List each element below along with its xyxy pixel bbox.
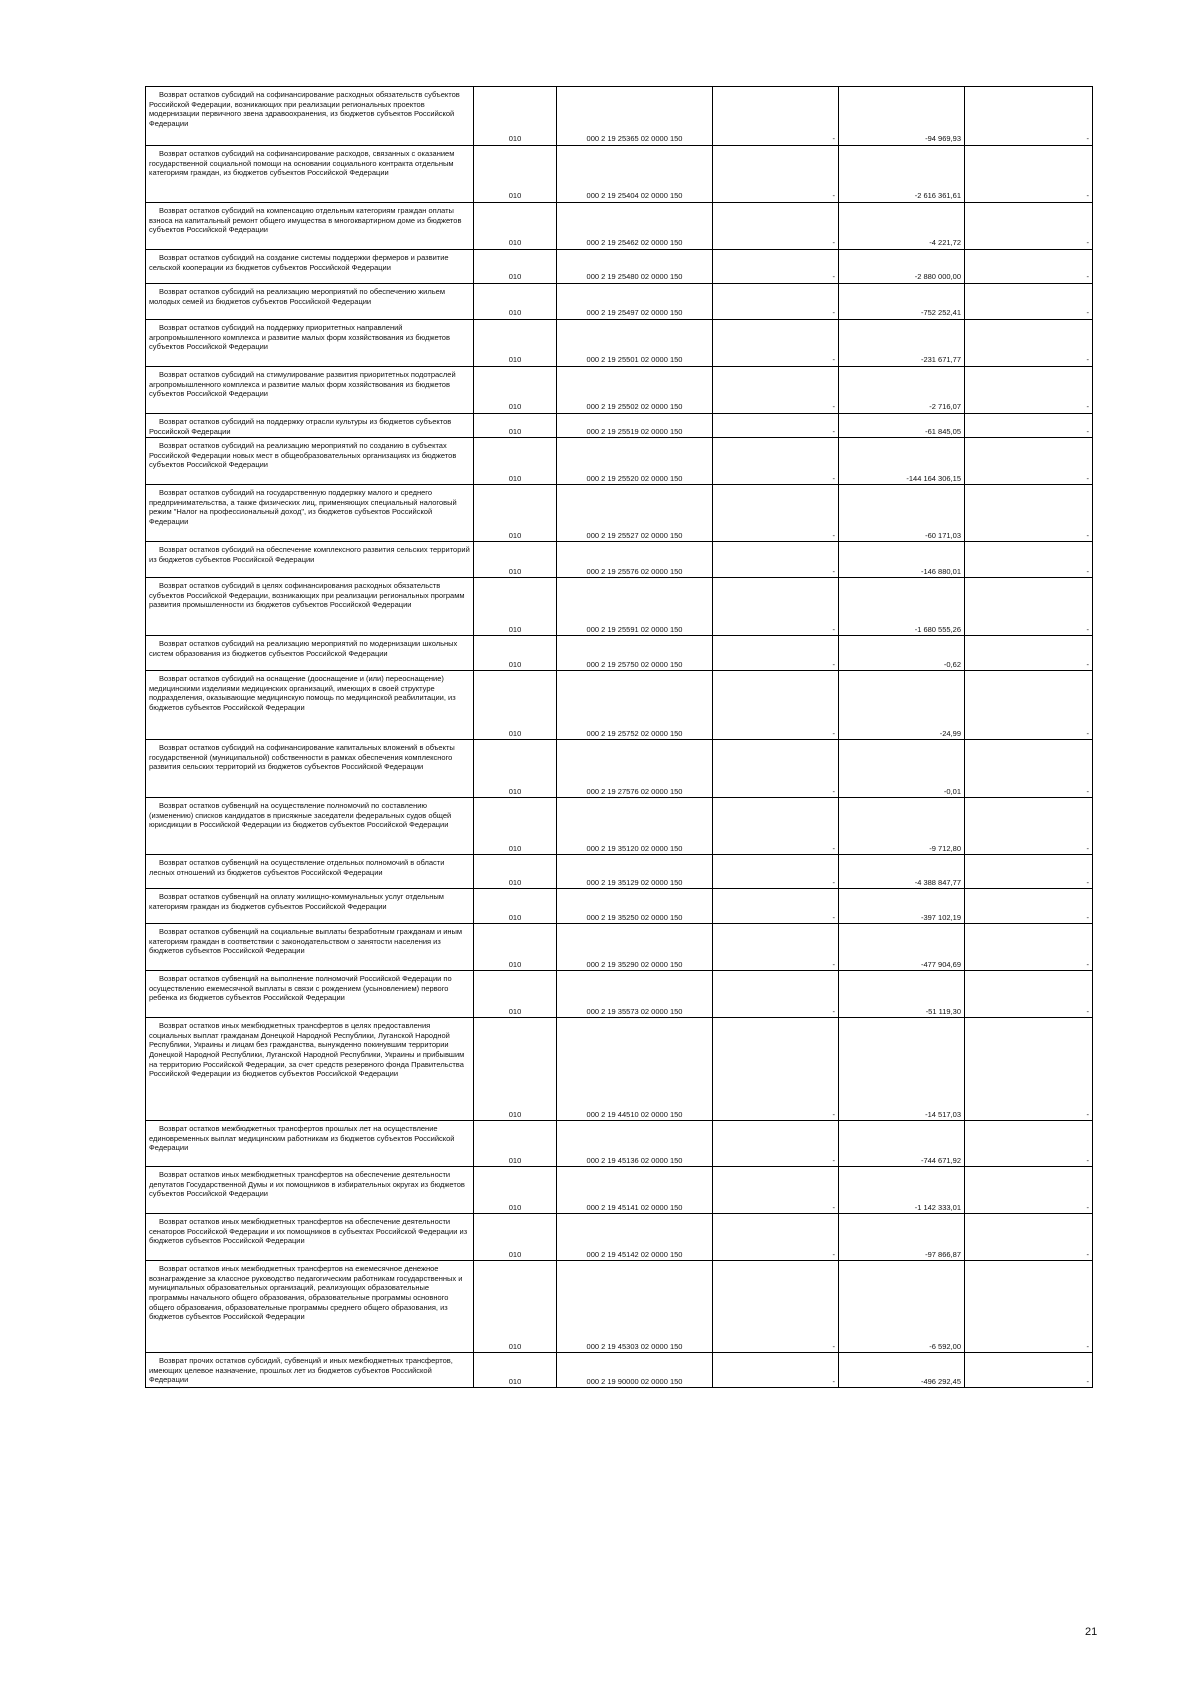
row-value-4: - <box>713 1018 839 1121</box>
table-row <box>146 1261 1093 1353</box>
row-value-6: - <box>965 146 1093 203</box>
row-value-5: -24,99 <box>839 671 965 740</box>
row-value-4: - <box>713 320 839 367</box>
table-row <box>146 438 1093 485</box>
row-budget-code: 000 2 19 25750 02 0000 150 <box>557 636 713 671</box>
row-value-5: -752 252,41 <box>839 284 965 320</box>
row-description: Возврат остатков субвенций на осуществление отдельных полномочий в области лесных отношений из бюджетов субъектов Российской Федерации <box>146 855 474 889</box>
row-line-code: 010 <box>474 250 557 284</box>
row-line-code: 010 <box>474 367 557 414</box>
row-line-code: 010 <box>474 542 557 578</box>
row-budget-code: 000 2 19 25502 02 0000 150 <box>557 367 713 414</box>
table-row <box>146 798 1093 855</box>
row-value-6: - <box>965 250 1093 284</box>
row-description: Возврат остатков субсидий на оснащение (дооснащение и (или) переоснащение) медицинскими изделиями медицинских организаций, имеющих в своей структуре подразделения, оказывающие медицинскую помощь по медицинской реабилитации, из бюджетов субъектов Российской Федерации <box>146 671 474 740</box>
row-description: Возврат остатков субсидий на компенсацию отдельным категориям граждан оплаты взноса на капитальный ремонт общего имущества в многоквартирном доме из бюджетов субъектов Российской Федерации <box>146 203 474 250</box>
row-value-4: - <box>713 740 839 798</box>
row-line-code: 010 <box>474 485 557 542</box>
row-value-4: - <box>713 1121 839 1167</box>
row-value-6: - <box>965 1167 1093 1214</box>
row-budget-code: 000 2 19 25752 02 0000 150 <box>557 671 713 740</box>
row-value-6: - <box>965 485 1093 542</box>
row-line-code: 010 <box>474 798 557 855</box>
row-value-4: - <box>713 578 839 636</box>
row-budget-code: 000 2 19 44510 02 0000 150 <box>557 1018 713 1121</box>
row-budget-code: 000 2 19 25501 02 0000 150 <box>557 320 713 367</box>
row-description: Возврат остатков субсидий на реализацию мероприятий по созданию в субъектах Российской Федерации новых мест в общеобразовательных организациях из бюджетов субъектов Российской Федерации <box>146 438 474 485</box>
row-budget-code: 000 2 19 25576 02 0000 150 <box>557 542 713 578</box>
row-description: Возврат остатков субсидий на государственную поддержку малого и среднего предпринимательства, а также физических лиц, применяющих специальный налоговый режим "Налог на профессиональный доход", из бюджетов субъектов Российской Федерации <box>146 485 474 542</box>
row-value-6: - <box>965 87 1093 146</box>
row-value-5: -6 592,00 <box>839 1261 965 1353</box>
row-value-5: -2 880 000,00 <box>839 250 965 284</box>
row-description: Возврат прочих остатков субсидий, субвенций и иных межбюджетных трансфертов, имеющих целевое назначение, прошлых лет из бюджетов субъектов Российской Федерации <box>146 1353 474 1388</box>
table-row <box>146 414 1093 438</box>
table-row <box>146 889 1093 924</box>
table-row <box>146 1214 1093 1261</box>
row-value-6: - <box>965 320 1093 367</box>
row-value-5: -744 671,92 <box>839 1121 965 1167</box>
row-value-4: - <box>713 1214 839 1261</box>
row-value-6: - <box>965 636 1093 671</box>
row-value-4: - <box>713 1167 839 1214</box>
row-description: Возврат остатков субсидий на создание системы поддержки фермеров и развитие сельской кооперации из бюджетов субъектов Российской Федерации <box>146 250 474 284</box>
row-line-code: 010 <box>474 1121 557 1167</box>
row-value-5: -2 716,07 <box>839 367 965 414</box>
row-value-4: - <box>713 146 839 203</box>
row-description: Возврат остатков субсидий на реализацию мероприятий по модернизации школьных систем образования из бюджетов субъектов Российской Федерации <box>146 636 474 671</box>
row-value-5: -1 680 555,26 <box>839 578 965 636</box>
page-number: 21 <box>1085 1626 1098 1638</box>
row-value-5: -0,62 <box>839 636 965 671</box>
row-budget-code: 000 2 19 90000 02 0000 150 <box>557 1353 713 1388</box>
table-body <box>146 87 1093 1388</box>
row-line-code: 010 <box>474 740 557 798</box>
row-value-4: - <box>713 798 839 855</box>
row-description: Возврат остатков субсидий на софинансирование капитальных вложений в объекты государственной (муниципальной) собственности в рамках обеспечения комплексного развития сельских территорий из бюджетов субъектов Российской Федерации <box>146 740 474 798</box>
row-line-code: 010 <box>474 1353 557 1388</box>
row-budget-code: 000 2 19 25519 02 0000 150 <box>557 414 713 438</box>
row-budget-code: 000 2 19 45136 02 0000 150 <box>557 1121 713 1167</box>
row-value-6: - <box>965 367 1093 414</box>
table-row <box>146 485 1093 542</box>
row-value-5: -61 845,05 <box>839 414 965 438</box>
table-row <box>146 320 1093 367</box>
row-line-code: 010 <box>474 1167 557 1214</box>
row-description: Возврат остатков иных межбюджетных трансфертов на обеспечение деятельности депутатов Государственной Думы и их помощников в избирательных округах из бюджетов субъектов Российской Федерации <box>146 1167 474 1214</box>
row-value-4: - <box>713 414 839 438</box>
row-line-code: 010 <box>474 671 557 740</box>
row-line-code: 010 <box>474 924 557 971</box>
row-value-5: -51 119,30 <box>839 971 965 1018</box>
row-budget-code: 000 2 19 25520 02 0000 150 <box>557 438 713 485</box>
row-line-code: 010 <box>474 438 557 485</box>
row-value-4: - <box>713 438 839 485</box>
row-budget-code: 000 2 19 35120 02 0000 150 <box>557 798 713 855</box>
row-budget-code: 000 2 19 35573 02 0000 150 <box>557 971 713 1018</box>
table-row <box>146 250 1093 284</box>
row-value-4: - <box>713 367 839 414</box>
table-row <box>146 542 1093 578</box>
row-value-4: - <box>713 284 839 320</box>
row-budget-code: 000 2 19 25462 02 0000 150 <box>557 203 713 250</box>
row-value-6: - <box>965 578 1093 636</box>
row-value-6: - <box>965 1353 1093 1388</box>
row-line-code: 010 <box>474 971 557 1018</box>
row-value-6: - <box>965 798 1093 855</box>
row-description: Возврат остатков субвенций на социальные выплаты безработным гражданам и иным категориям граждан в соответствии с законодательством о занятости населения из бюджетов субъектов Российской Федерации <box>146 924 474 971</box>
row-value-4: - <box>713 250 839 284</box>
row-value-5: -0,01 <box>839 740 965 798</box>
row-budget-code: 000 2 19 45142 02 0000 150 <box>557 1214 713 1261</box>
row-value-4: - <box>713 889 839 924</box>
table-row <box>146 636 1093 671</box>
row-line-code: 010 <box>474 855 557 889</box>
row-value-5: -60 171,03 <box>839 485 965 542</box>
row-line-code: 010 <box>474 284 557 320</box>
row-value-4: - <box>713 87 839 146</box>
row-value-6: - <box>965 1121 1093 1167</box>
row-budget-code: 000 2 19 35290 02 0000 150 <box>557 924 713 971</box>
table-row <box>146 578 1093 636</box>
row-value-6: - <box>965 1261 1093 1353</box>
row-line-code: 010 <box>474 87 557 146</box>
row-value-4: - <box>713 485 839 542</box>
row-budget-code: 000 2 19 25591 02 0000 150 <box>557 578 713 636</box>
row-value-5: -1 142 333,01 <box>839 1167 965 1214</box>
row-value-6: - <box>965 740 1093 798</box>
row-description: Возврат остатков межбюджетных трансфертов прошлых лет на осуществление единовременных выплат медицинским работникам из бюджетов субъектов Российской Федерации <box>146 1121 474 1167</box>
row-value-4: - <box>713 671 839 740</box>
row-value-6: - <box>965 924 1093 971</box>
row-description: Возврат остатков субсидий на реализацию мероприятий по обеспечению жильем молодых семей из бюджетов субъектов Российской Федерации <box>146 284 474 320</box>
table-row <box>146 367 1093 414</box>
table-row <box>146 924 1093 971</box>
row-line-code: 010 <box>474 636 557 671</box>
row-description: Возврат остатков субсидий на софинансирование расходов, связанных с оказанием государственной социальной помощи на основании социального контракта отдельным категориям граждан, из бюджетов субъектов Российской Федерации <box>146 146 474 203</box>
table-row <box>146 971 1093 1018</box>
budget-returns-table <box>145 86 1093 1388</box>
row-description: Возврат остатков субсидий на поддержку отрасли культуры из бюджетов субъектов Российской Федерации <box>146 414 474 438</box>
row-description: Возврат остатков иных межбюджетных трансфертов на обеспечение деятельности сенаторов Российской Федерации и их помощников в субъектах Российской Федерации из бюджетов субъектов Российской Федерации <box>146 1214 474 1261</box>
row-budget-code: 000 2 19 45303 02 0000 150 <box>557 1261 713 1353</box>
row-value-5: -97 866,87 <box>839 1214 965 1261</box>
row-value-5: -4 221,72 <box>839 203 965 250</box>
table-row <box>146 855 1093 889</box>
row-value-6: - <box>965 671 1093 740</box>
row-description: Возврат остатков субсидий на поддержку приоритетных направлений агропромышленного комплекса и развитие малых форм хозяйствования из бюджетов субъектов Российской Федерации <box>146 320 474 367</box>
row-budget-code: 000 2 19 25365 02 0000 150 <box>557 87 713 146</box>
table-row <box>146 87 1093 146</box>
table-row <box>146 1167 1093 1214</box>
row-budget-code: 000 2 19 35129 02 0000 150 <box>557 855 713 889</box>
row-description: Возврат остатков субсидий на обеспечение комплексного развития сельских территорий из бюджетов субъектов Российской Федерации <box>146 542 474 578</box>
row-value-5: -2 616 361,61 <box>839 146 965 203</box>
row-budget-code: 000 2 19 25480 02 0000 150 <box>557 250 713 284</box>
row-line-code: 010 <box>474 578 557 636</box>
row-budget-code: 000 2 19 35250 02 0000 150 <box>557 889 713 924</box>
table-row <box>146 203 1093 250</box>
row-line-code: 010 <box>474 203 557 250</box>
row-value-6: - <box>965 438 1093 485</box>
table-row <box>146 740 1093 798</box>
row-description: Возврат остатков субсидий на стимулирование развития приоритетных подотраслей агропромышленного комплекса и развитие малых форм хозяйствования из бюджетов субъектов Российской Федерации <box>146 367 474 414</box>
row-value-4: - <box>713 1261 839 1353</box>
row-value-4: - <box>713 971 839 1018</box>
row-value-6: - <box>965 889 1093 924</box>
row-value-4: - <box>713 855 839 889</box>
row-line-code: 010 <box>474 414 557 438</box>
row-value-5: -9 712,80 <box>839 798 965 855</box>
row-value-5: -477 904,69 <box>839 924 965 971</box>
row-value-5: -496 292,45 <box>839 1353 965 1388</box>
row-budget-code: 000 2 19 45141 02 0000 150 <box>557 1167 713 1214</box>
row-value-5: -94 969,93 <box>839 87 965 146</box>
table-row <box>146 284 1093 320</box>
row-value-4: - <box>713 542 839 578</box>
row-description: Возврат остатков иных межбюджетных трансфертов в целях предоставления социальных выплат гражданам Донецкой Народной Республики, Луганской Народной Республики, Украины и лицам без гражданства, вынужденно покинувшим территории Донецкой Народной Республики, Луганской Народной Республики, Украины и прибывшим на территорию Российской Федерации, за счет средств резервного фонда Правительства Российской Федерации из бюджетов субъектов Российской Федерации <box>146 1018 474 1121</box>
table-row <box>146 146 1093 203</box>
row-value-6: - <box>965 542 1093 578</box>
table-row <box>146 1121 1093 1167</box>
row-budget-code: 000 2 19 25527 02 0000 150 <box>557 485 713 542</box>
row-value-6: - <box>965 971 1093 1018</box>
row-budget-code: 000 2 19 27576 02 0000 150 <box>557 740 713 798</box>
row-description: Возврат остатков субсидий на софинансирование расходных обязательств субъектов Российской Федерации, возникающих при реализации региональных проектов модернизации первичного звена здравоохранения, из бюджетов субъектов Российской Федерации <box>146 87 474 146</box>
row-value-5: -14 517,03 <box>839 1018 965 1121</box>
row-description: Возврат остатков субсидий в целях софинансирования расходных обязательств субъектов Российской Федерации, возникающих при реализации региональных программ развития промышленности из бюджетов субъектов Российской Федерации <box>146 578 474 636</box>
row-description: Возврат остатков иных межбюджетных трансфертов на ежемесячное денежное вознаграждение за классное руководство педагогическим работникам государственных и муниципальных образовательных организаций, реализующих образовательные программы начального общего образования, образовательные программы основного общего образования, образовательные программы среднего общего образования, из бюджетов субъектов Российской Федерации <box>146 1261 474 1353</box>
table-row <box>146 671 1093 740</box>
row-value-6: - <box>965 284 1093 320</box>
row-budget-code: 000 2 19 25497 02 0000 150 <box>557 284 713 320</box>
row-value-4: - <box>713 924 839 971</box>
row-description: Возврат остатков субвенций на оплату жилищно-коммунальных услуг отдельным категориям граждан из бюджетов субъектов Российской Федерации <box>146 889 474 924</box>
row-line-code: 010 <box>474 320 557 367</box>
row-description: Возврат остатков субвенций на осуществление полномочий по составлению (изменению) списков кандидатов в присяжные заседатели федеральных судов общей юрисдикции в Российской Федерации из бюджетов субъектов Российской Федерации <box>146 798 474 855</box>
row-line-code: 010 <box>474 889 557 924</box>
row-line-code: 010 <box>474 146 557 203</box>
row-value-5: -397 102,19 <box>839 889 965 924</box>
row-value-6: - <box>965 414 1093 438</box>
table-row <box>146 1018 1093 1121</box>
row-value-4: - <box>713 1353 839 1388</box>
row-value-4: - <box>713 203 839 250</box>
row-budget-code: 000 2 19 25404 02 0000 150 <box>557 146 713 203</box>
row-value-6: - <box>965 855 1093 889</box>
row-line-code: 010 <box>474 1261 557 1353</box>
row-value-6: - <box>965 1018 1093 1121</box>
row-value-6: - <box>965 203 1093 250</box>
row-value-5: -144 164 306,15 <box>839 438 965 485</box>
row-line-code: 010 <box>474 1214 557 1261</box>
row-value-5: -146 880,01 <box>839 542 965 578</box>
row-value-5: -231 671,77 <box>839 320 965 367</box>
row-value-4: - <box>713 636 839 671</box>
row-line-code: 010 <box>474 1018 557 1121</box>
row-value-6: - <box>965 1214 1093 1261</box>
row-description: Возврат остатков субвенций на выполнение полномочий Российской Федерации по осуществлению ежемесячной выплаты в связи с рождением (усыновлением) первого ребенка из бюджетов субъектов Российской Федерации <box>146 971 474 1018</box>
row-value-5: -4 388 847,77 <box>839 855 965 889</box>
table-row <box>146 1353 1093 1388</box>
